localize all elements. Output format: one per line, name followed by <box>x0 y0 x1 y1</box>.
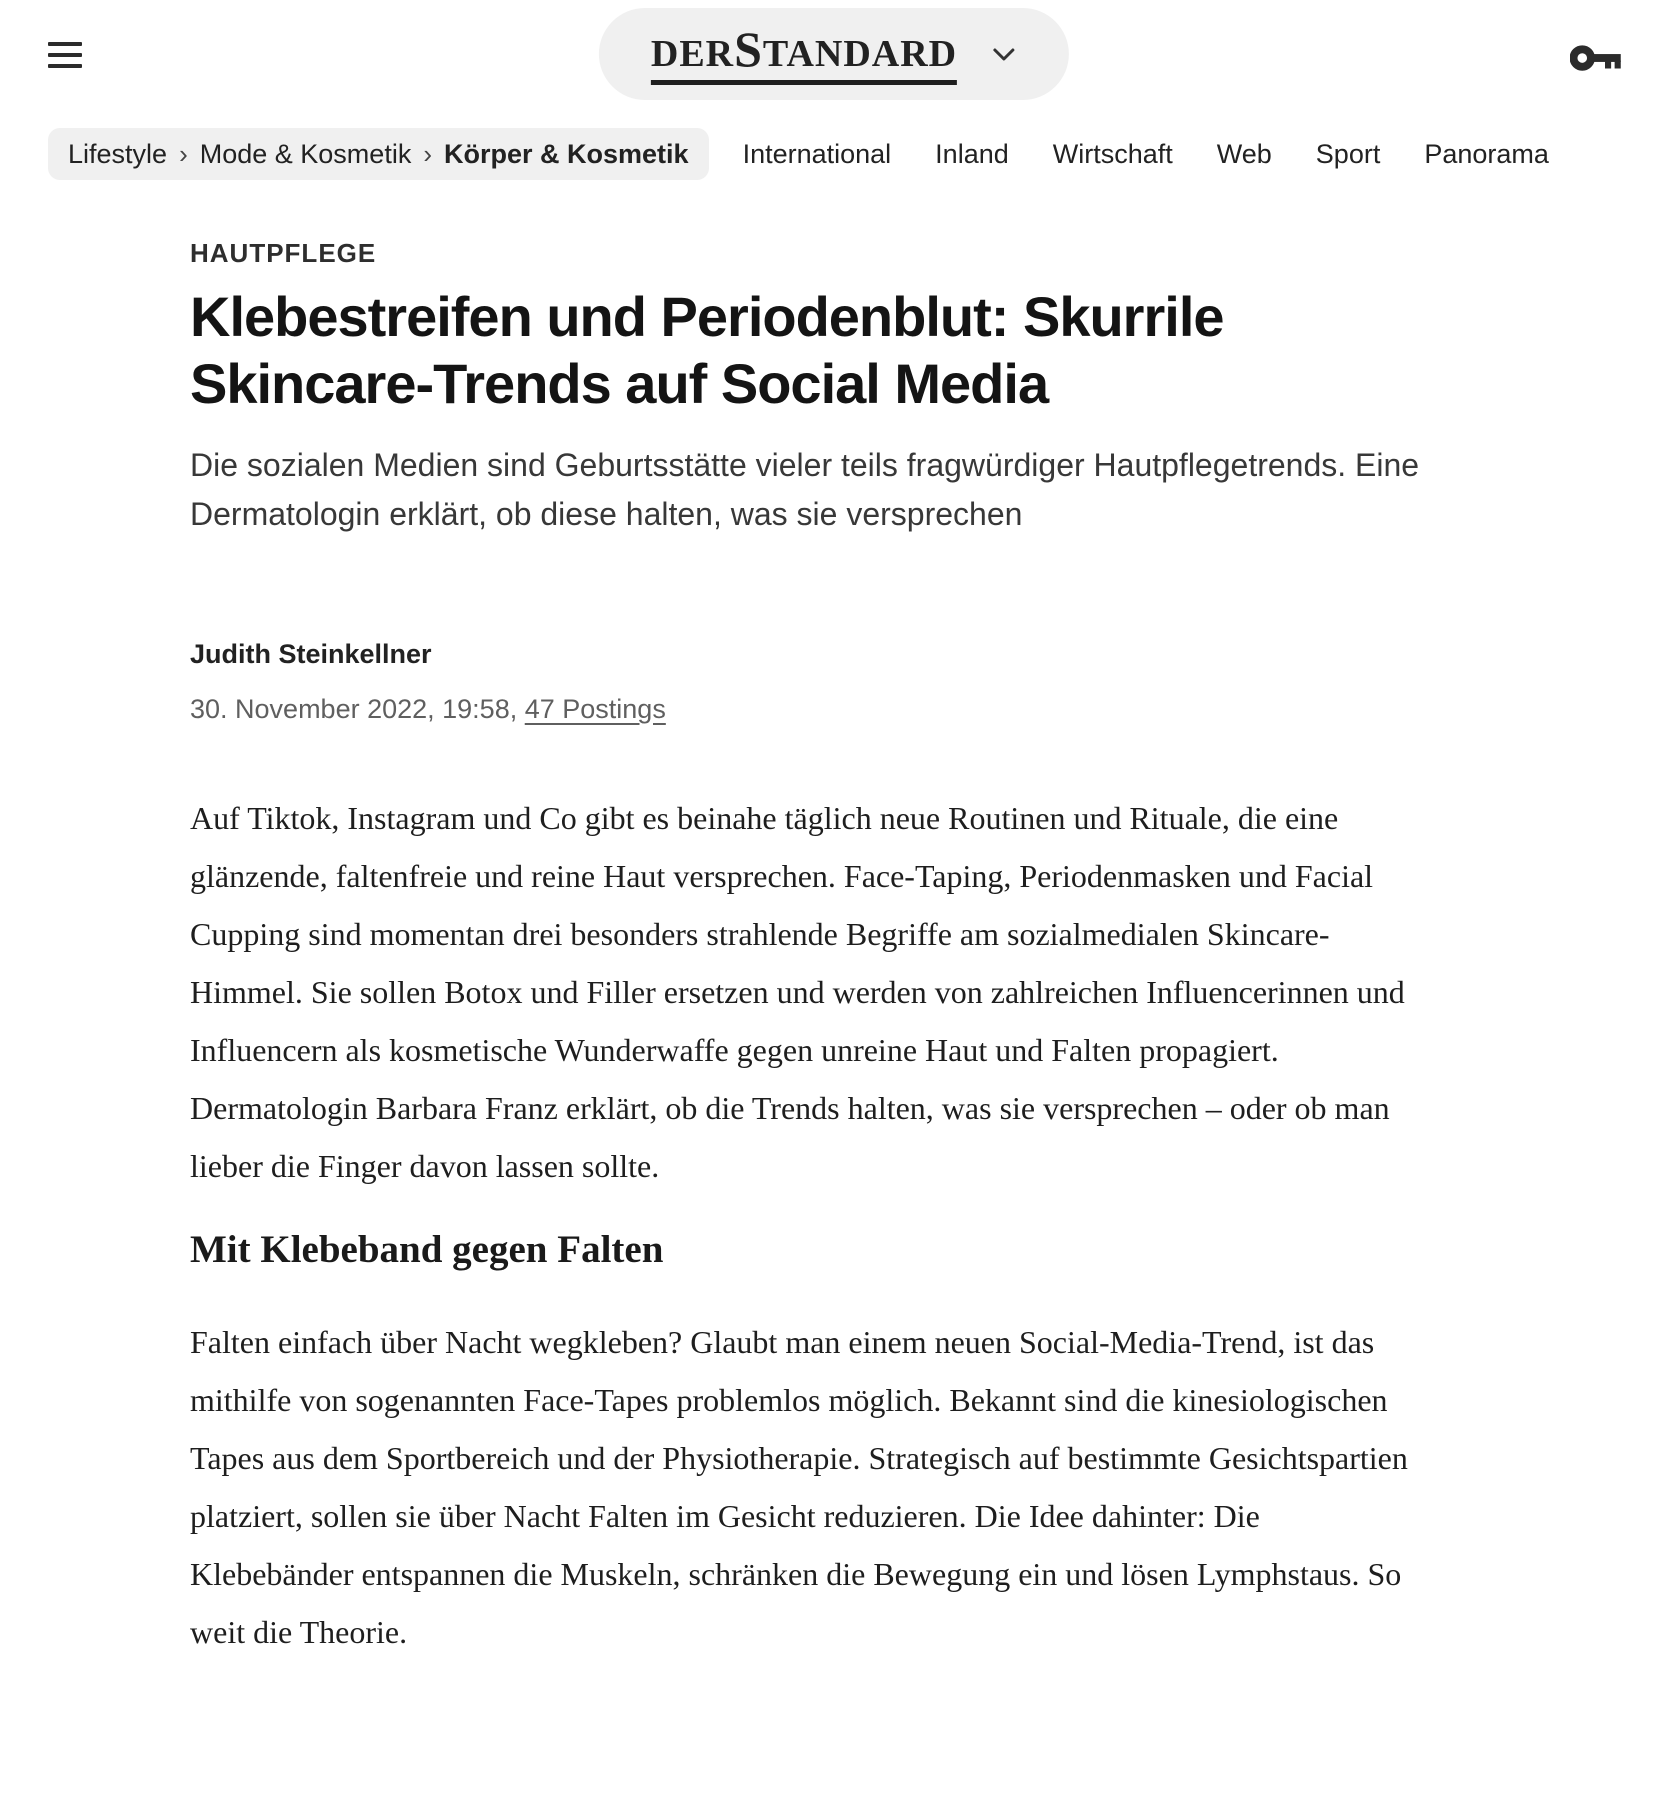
article-kicker: HAUTPFLEGE <box>190 238 377 268</box>
article-headline: Klebestreifen und Periodenblut: Skurrile Skincare-Trends auf Social Media <box>190 285 1224 415</box>
author-name: Judith Steinkellner <box>190 639 432 669</box>
nav-link-panorama[interactable]: Panorama <box>1424 138 1549 169</box>
publish-date: 30. November 2022, 19:58, <box>190 694 518 724</box>
masthead-button[interactable] <box>599 8 1069 100</box>
breadcrumb-item-koerper-kosmetik[interactable]: Körper & Kosmetik <box>444 138 689 169</box>
nav-links <box>743 139 1549 170</box>
login-button[interactable] <box>1570 38 1626 78</box>
breadcrumb-item-lifestyle[interactable]: Lifestyle <box>68 138 168 169</box>
article-paragraph: Falten einfach über Nacht wegkleben? Glaubt man einem neuen Social-Media-Trend, ist das mithilfe von sogenannten Face-Tapes problemlos möglich. Bekannt sind die kinesiologischen Tapes aus dem Sportbereich und der Physiotherapie. Strategisch auf bestimmte Gesichtspartien platziert, sollen sie über Nacht Falten im Gesicht reduzieren. Die Idee dahinter: Die Klebebänder entspannen die Muskeln, schränken die Bewegung ein und lösen Lymphstaus. So weit die Theorie. <box>190 1324 1408 1650</box>
publish-dateline <box>190 694 1530 725</box>
breadcrumb-item-mode-kosmetik[interactable]: Mode & Kosmetik <box>199 138 412 169</box>
section-heading: Mit Klebeband gegen Falten <box>190 1228 664 1271</box>
app-header <box>0 0 1668 112</box>
nav-link-web[interactable]: Web <box>1216 138 1272 169</box>
hamburger-icon <box>48 42 82 46</box>
article-paragraph: Auf Tiktok, Instagram und Co gibt es beinahe täglich neue Routinen und Rituale, die eine glänzende, faltenfreie und reine Haut versprechen. Face-Taping, Periodenmasken und Facial Cupping sind momentan drei besonders strahlende Begriffe am sozialmedialen Skincare-Himmel. Sie sollen Botox und Filler ersetzen und werden von zahlreichen Influencerinnen und Influencern als kosmetische Wunderwaffe gegen unreine Haut und Falten propagiert. Dermatologin Barbara Franz erklärt, ob die Trends halten, was sie versprechen – oder ob man lieber die Finger davon lassen sollte. <box>190 800 1405 1184</box>
breadcrumb-separator: › <box>179 138 188 169</box>
nav-link-international[interactable]: International <box>742 138 892 169</box>
nav-link-wirtschaft[interactable]: Wirtschaft <box>1052 138 1173 169</box>
breadcrumb-separator: › <box>423 138 432 169</box>
chevron-down-icon <box>991 47 1017 68</box>
article-body <box>190 789 1530 1661</box>
breadcrumb <box>48 128 709 180</box>
article-subtitle: Die sozialen Medien sind Geburtsstätte vieler teils fragwürdiger Hautpflegetrends. Eine Dermatologin erklärt, ob diese halten, was sie versprechen <box>190 447 1420 532</box>
derstandard-logo: DERSTANDARD <box>651 24 957 85</box>
menu-button[interactable] <box>48 42 82 68</box>
nav-link-inland[interactable]: Inland <box>935 138 1009 169</box>
key-icon <box>1570 38 1626 78</box>
postings-link[interactable]: 47 Postings <box>524 694 666 724</box>
article <box>190 238 1530 1661</box>
section-nav <box>48 128 1668 180</box>
nav-link-sport[interactable]: Sport <box>1315 138 1381 169</box>
